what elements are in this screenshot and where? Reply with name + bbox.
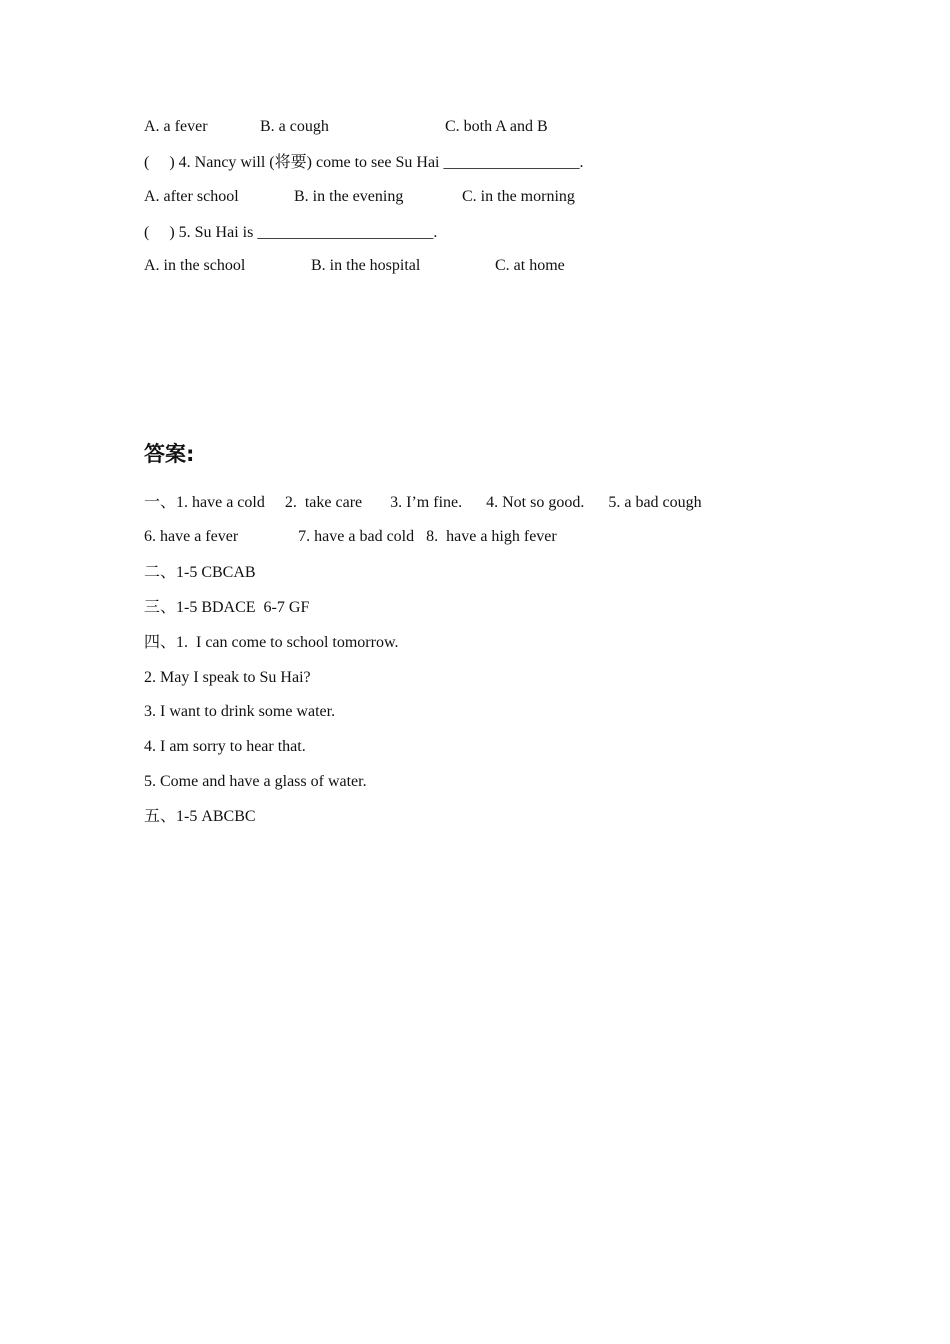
- option-c: C. both A and B: [445, 118, 548, 135]
- answers-heading: 答案:: [144, 442, 195, 466]
- option-c: C. in the morning: [462, 188, 575, 205]
- answer-part-1-line-2: 6. have a fever 7. have a bad cold 8. have a high fever: [144, 528, 557, 545]
- answer-part-2: 二、1-5 CBCAB: [144, 564, 256, 581]
- option-b: B. a cough: [260, 118, 329, 135]
- option-c: C. at home: [495, 257, 565, 274]
- question-4: ( ) 4. Nancy will (将要) come to see Su Hai _________________.: [144, 154, 584, 171]
- option-a: A. a fever: [144, 118, 208, 135]
- option-a: A. in the school: [144, 257, 246, 274]
- answer-part-1-line-1: 一、1. have a cold 2. take care 3. I’m fine. 4. Not so good. 5. a bad cough: [144, 494, 702, 511]
- option-b: B. in the hospital: [311, 257, 421, 274]
- option-a: A. after school: [144, 188, 239, 205]
- answer-part-5: 五、1-5 ABCBC: [144, 808, 256, 825]
- answer-part-4-item: 2. May I speak to Su Hai?: [144, 669, 311, 686]
- answer-part-4-item: 3. I want to drink some water.: [144, 703, 336, 720]
- answer-part-4-item: 四、1. I can come to school tomorrow.: [144, 634, 399, 651]
- answer-part-4-item: 4. I am sorry to hear that.: [144, 738, 306, 755]
- answer-part-4-item: 5. Come and have a glass of water.: [144, 773, 367, 790]
- question-5: ( ) 5. Su Hai is ______________________.: [144, 224, 438, 241]
- answer-part-3: 三、1-5 BDACE 6-7 GF: [144, 599, 310, 616]
- option-b: B. in the evening: [294, 188, 404, 205]
